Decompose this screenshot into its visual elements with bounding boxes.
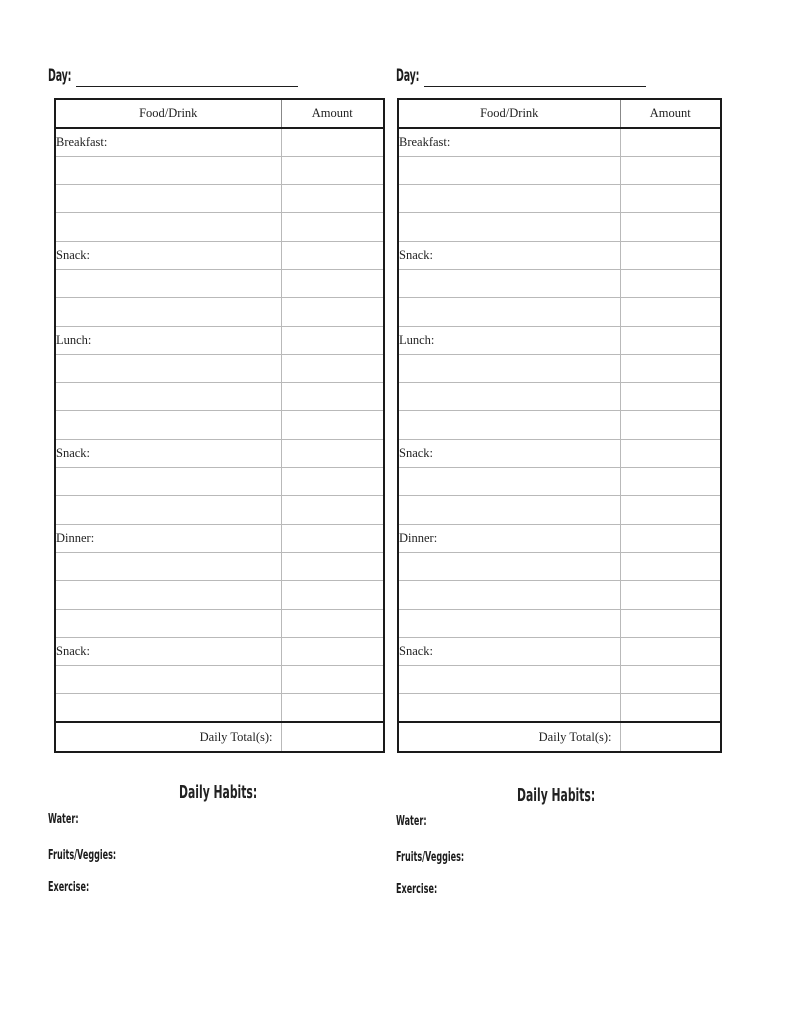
entry-row bbox=[398, 496, 721, 524]
food-entry-cell[interactable] bbox=[55, 609, 281, 637]
amount-entry-cell[interactable] bbox=[281, 637, 384, 665]
amount-entry-cell[interactable] bbox=[620, 269, 721, 297]
habit-exercise: Exercise: bbox=[396, 882, 438, 897]
daily-total-label: Daily Total(s): bbox=[398, 722, 620, 752]
habit-water: Water: bbox=[48, 812, 79, 827]
meal-label-cell: Breakfast: bbox=[55, 128, 281, 156]
entry-row bbox=[398, 269, 721, 297]
amount-entry-cell[interactable] bbox=[281, 128, 384, 156]
entry-row bbox=[55, 552, 384, 580]
meal-section-row bbox=[398, 241, 721, 269]
food-entry-cell[interactable] bbox=[398, 666, 620, 694]
amount-entry-cell[interactable] bbox=[281, 496, 384, 524]
food-entry-cell[interactable] bbox=[55, 354, 281, 382]
entry-row bbox=[55, 213, 384, 241]
habit-fruits-veggies: Fruits/Veggies: bbox=[48, 848, 117, 863]
amount-entry-cell[interactable] bbox=[620, 128, 721, 156]
meal-section-row bbox=[398, 524, 721, 552]
meal-section-row bbox=[398, 439, 721, 467]
amount-entry-cell[interactable] bbox=[620, 326, 721, 354]
amount-entry-cell[interactable] bbox=[620, 637, 721, 665]
food-entry-cell[interactable] bbox=[398, 354, 620, 382]
entry-row bbox=[55, 269, 384, 297]
meal-rows bbox=[398, 128, 721, 722]
table-header-row bbox=[398, 99, 721, 128]
amount-entry-cell[interactable] bbox=[281, 439, 384, 467]
food-entry-cell[interactable] bbox=[55, 496, 281, 524]
meal-section-row bbox=[55, 439, 384, 467]
amount-entry-cell[interactable] bbox=[620, 185, 721, 213]
amount-entry-cell[interactable] bbox=[281, 383, 384, 411]
amount-entry-cell[interactable] bbox=[281, 468, 384, 496]
amount-entry-cell[interactable] bbox=[620, 439, 721, 467]
meal-section-row bbox=[398, 128, 721, 156]
food-entry-cell[interactable] bbox=[55, 581, 281, 609]
day-label: Day: bbox=[48, 66, 72, 86]
food-entry-cell[interactable] bbox=[398, 383, 620, 411]
food-entry-cell[interactable] bbox=[55, 156, 281, 184]
meal-section-row bbox=[398, 637, 721, 665]
day-input-line[interactable] bbox=[76, 86, 298, 87]
meal-label-cell: Snack: bbox=[398, 439, 620, 467]
entry-row bbox=[55, 581, 384, 609]
meal-label-cell: Snack: bbox=[55, 637, 281, 665]
food-entry-cell[interactable] bbox=[398, 694, 620, 722]
food-entry-cell[interactable] bbox=[398, 496, 620, 524]
amount-entry-cell[interactable] bbox=[281, 581, 384, 609]
entry-row bbox=[398, 411, 721, 439]
meal-section-row bbox=[55, 128, 384, 156]
meal-label-cell: Lunch: bbox=[55, 326, 281, 354]
amount-entry-cell[interactable] bbox=[281, 552, 384, 580]
food-entry-cell[interactable] bbox=[55, 552, 281, 580]
amount-entry-cell[interactable] bbox=[281, 354, 384, 382]
amount-entry-cell[interactable] bbox=[281, 609, 384, 637]
amount-entry-cell[interactable] bbox=[281, 524, 384, 552]
amount-entry-cell[interactable] bbox=[620, 213, 721, 241]
amount-entry-cell[interactable] bbox=[281, 156, 384, 184]
entry-row bbox=[55, 411, 384, 439]
meal-label-cell: Snack: bbox=[55, 241, 281, 269]
entry-row bbox=[398, 468, 721, 496]
entry-row bbox=[55, 185, 384, 213]
amount-header: Amount bbox=[620, 99, 721, 128]
food-drink-header: Food/Drink bbox=[55, 99, 281, 128]
meal-label-cell: Snack: bbox=[398, 241, 620, 269]
meal-section-row bbox=[55, 524, 384, 552]
amount-entry-cell[interactable] bbox=[281, 241, 384, 269]
amount-entry-cell[interactable] bbox=[281, 185, 384, 213]
food-entry-cell[interactable] bbox=[398, 468, 620, 496]
entry-row bbox=[55, 666, 384, 694]
amount-entry-cell[interactable] bbox=[620, 156, 721, 184]
food-log-panel-left bbox=[48, 0, 388, 1024]
meal-section-row bbox=[398, 326, 721, 354]
daily-habits-title-text: Daily Habits: bbox=[178, 782, 258, 803]
meal-label-cell: Dinner: bbox=[55, 524, 281, 552]
amount-entry-cell[interactable] bbox=[281, 269, 384, 297]
amount-entry-cell[interactable] bbox=[620, 354, 721, 382]
daily-habits-title bbox=[386, 785, 726, 806]
amount-entry-cell[interactable] bbox=[620, 524, 721, 552]
entry-row bbox=[55, 383, 384, 411]
habit-fruits-veggies: Fruits/Veggies: bbox=[396, 850, 465, 865]
amount-entry-cell[interactable] bbox=[620, 496, 721, 524]
meal-label-cell: Lunch: bbox=[398, 326, 620, 354]
food-entry-cell[interactable] bbox=[55, 298, 281, 326]
entry-row bbox=[55, 609, 384, 637]
entry-row bbox=[398, 581, 721, 609]
food-entry-cell[interactable] bbox=[398, 609, 620, 637]
food-entry-cell[interactable] bbox=[55, 185, 281, 213]
meal-label-cell: Snack: bbox=[398, 637, 620, 665]
entry-row bbox=[55, 694, 384, 722]
entry-row bbox=[398, 666, 721, 694]
daily-total-cell[interactable] bbox=[281, 722, 384, 752]
meal-rows bbox=[55, 128, 384, 722]
amount-entry-cell[interactable] bbox=[281, 694, 384, 722]
meal-section-row bbox=[55, 637, 384, 665]
daily-total-row bbox=[55, 722, 384, 752]
food-log-panel-right bbox=[396, 0, 736, 1024]
entry-row bbox=[55, 156, 384, 184]
food-entry-cell[interactable] bbox=[398, 185, 620, 213]
table-header-row bbox=[55, 99, 384, 128]
entry-row bbox=[55, 354, 384, 382]
amount-entry-cell[interactable] bbox=[281, 298, 384, 326]
amount-entry-cell[interactable] bbox=[620, 552, 721, 580]
entry-row bbox=[398, 185, 721, 213]
entry-row bbox=[398, 694, 721, 722]
food-entry-cell[interactable] bbox=[55, 411, 281, 439]
amount-header: Amount bbox=[281, 99, 384, 128]
amount-entry-cell[interactable] bbox=[281, 213, 384, 241]
food-entry-cell[interactable] bbox=[55, 468, 281, 496]
entry-row bbox=[55, 298, 384, 326]
day-input-line[interactable] bbox=[424, 86, 646, 87]
entry-row bbox=[55, 468, 384, 496]
entry-row bbox=[398, 383, 721, 411]
food-log-table bbox=[54, 98, 385, 753]
meal-label-cell: Snack: bbox=[55, 439, 281, 467]
entry-row bbox=[398, 213, 721, 241]
daily-habits-title bbox=[48, 782, 388, 803]
entry-row bbox=[398, 609, 721, 637]
food-entry-cell[interactable] bbox=[55, 666, 281, 694]
amount-entry-cell[interactable] bbox=[281, 411, 384, 439]
amount-entry-cell[interactable] bbox=[620, 411, 721, 439]
amount-entry-cell[interactable] bbox=[281, 666, 384, 694]
amount-entry-cell[interactable] bbox=[620, 298, 721, 326]
entry-row bbox=[55, 496, 384, 524]
food-drink-header: Food/Drink bbox=[398, 99, 620, 128]
food-log-table bbox=[397, 98, 722, 753]
day-label: Day: bbox=[396, 66, 420, 86]
amount-entry-cell[interactable] bbox=[620, 383, 721, 411]
amount-entry-cell[interactable] bbox=[620, 468, 721, 496]
daily-habits-title-text: Daily Habits: bbox=[516, 785, 596, 806]
entry-row bbox=[398, 552, 721, 580]
amount-entry-cell[interactable] bbox=[281, 326, 384, 354]
food-entry-cell[interactable] bbox=[398, 156, 620, 184]
food-entry-cell[interactable] bbox=[398, 411, 620, 439]
food-entry-cell[interactable] bbox=[398, 269, 620, 297]
amount-entry-cell[interactable] bbox=[620, 609, 721, 637]
amount-entry-cell[interactable] bbox=[620, 241, 721, 269]
meal-section-row bbox=[55, 241, 384, 269]
food-entry-cell[interactable] bbox=[398, 552, 620, 580]
entry-row bbox=[398, 298, 721, 326]
food-entry-cell[interactable] bbox=[398, 581, 620, 609]
habit-water: Water: bbox=[396, 814, 427, 829]
daily-total-label: Daily Total(s): bbox=[55, 722, 281, 752]
meal-section-row bbox=[55, 326, 384, 354]
food-entry-cell[interactable] bbox=[55, 213, 281, 241]
food-entry-cell[interactable] bbox=[398, 213, 620, 241]
food-entry-cell[interactable] bbox=[55, 694, 281, 722]
entry-row bbox=[398, 156, 721, 184]
amount-entry-cell[interactable] bbox=[620, 581, 721, 609]
meal-label-cell: Dinner: bbox=[398, 524, 620, 552]
food-entry-cell[interactable] bbox=[398, 298, 620, 326]
daily-total-row bbox=[398, 722, 721, 752]
daily-total-cell[interactable] bbox=[620, 722, 721, 752]
food-entry-cell[interactable] bbox=[55, 269, 281, 297]
entry-row bbox=[398, 354, 721, 382]
food-entry-cell[interactable] bbox=[55, 383, 281, 411]
amount-entry-cell[interactable] bbox=[620, 666, 721, 694]
amount-entry-cell[interactable] bbox=[620, 694, 721, 722]
meal-label-cell: Breakfast: bbox=[398, 128, 620, 156]
habit-exercise: Exercise: bbox=[48, 880, 90, 895]
